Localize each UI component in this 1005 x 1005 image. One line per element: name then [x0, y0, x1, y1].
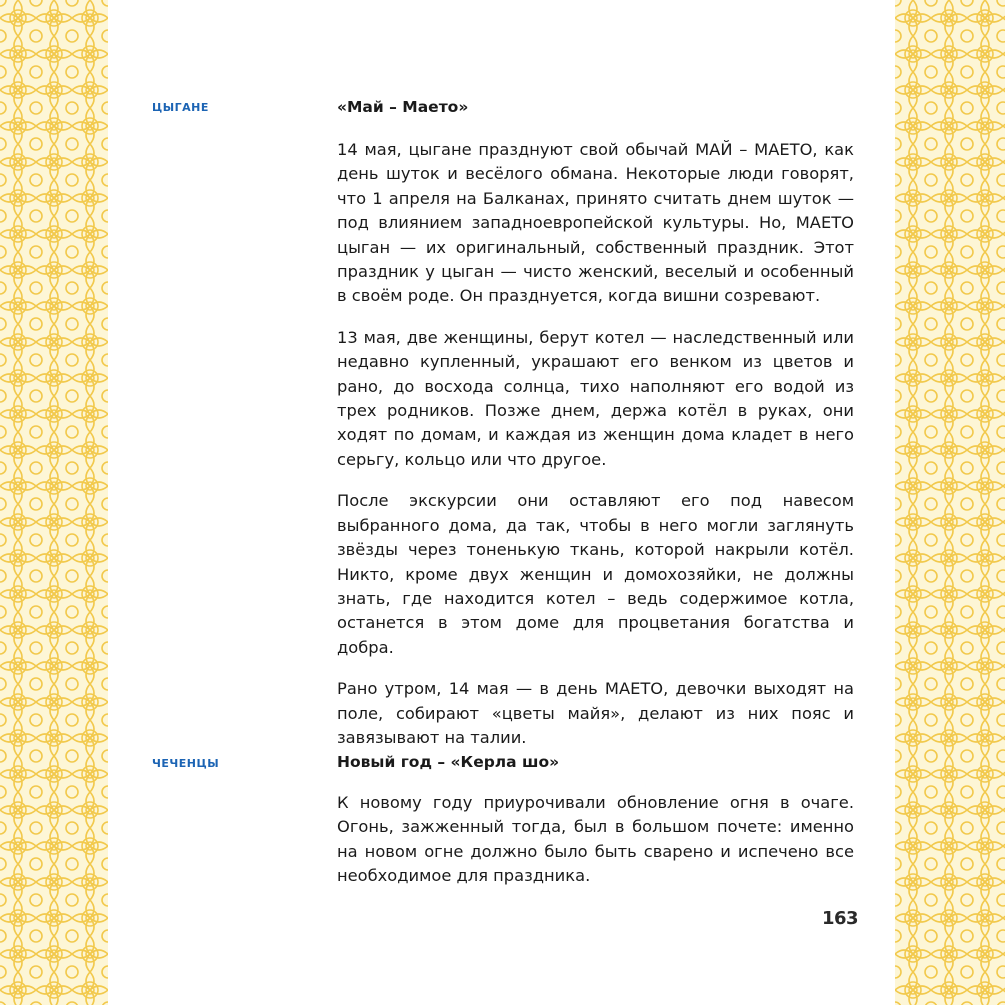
paragraph: Рано утром, 14 мая — в день МАЕТО, девочки выходят на поле, собирают «цветы майя», делают из них пояс и завязывают на талии.: [337, 679, 854, 747]
paragraph: После экскурсии они оставляют его под навесом выбранного дома, да так, чтобы в него могли заглянуть звёзды через тоненькую ткань, которой накрыли котёл. Никто, кроме двух женщин и домохозяйки, не должны знать, где находится котел – ведь содержимое котла, останется в этом доме для процветания богатства и добра.: [337, 491, 854, 657]
section-body-chechens: [337, 791, 854, 906]
paragraph: 13 мая, две женщины, берут котел — наследственный или недавно купленный, украшают его венком из цветов и рано, до восхода солнца, тихо наполняют его водой из трех родников. Позже днем, держа котёл в руках, они ходят по домам, и каждая из женщин дома кладет в него серьгу, кольцо или что другое.: [337, 327, 854, 469]
section-heading-may-maeto: «Май – Маето»: [337, 98, 469, 116]
page-number: 163: [822, 908, 859, 929]
paragraph: К новому году приурочивали обновление огня в очаге. Огонь, зажженный тогда, был в большом почете: именно на новом огне должно было быть сварено и испечено все необходимое для праздника.: [337, 793, 854, 886]
section-heading-new-year: Новый год – «Керла шо»: [337, 753, 560, 771]
decorative-pattern-left: [0, 0, 108, 1005]
decorative-pattern-right: [895, 0, 1005, 1005]
section-body-roma: [337, 138, 854, 767]
section-label-roma: цыгане: [152, 96, 209, 115]
paragraph: 14 мая, цыгане празднуют свой обычай МАЙ – МАЕТО, как день шуток и весёлого обмана. Некоторые люди говорят, что 1 апреля на Балканах, принято считать днем шуток — под влиянием западноевропейской культуры. Но, МАЕТО цыган — их оригинальный, собственный праздник. Этот праздник у цыган — чисто женский, веселый и особенный в своём роде. Он празднуется, когда вишни созревают.: [337, 140, 854, 306]
section-label-chechens: чеченцы: [152, 752, 220, 771]
